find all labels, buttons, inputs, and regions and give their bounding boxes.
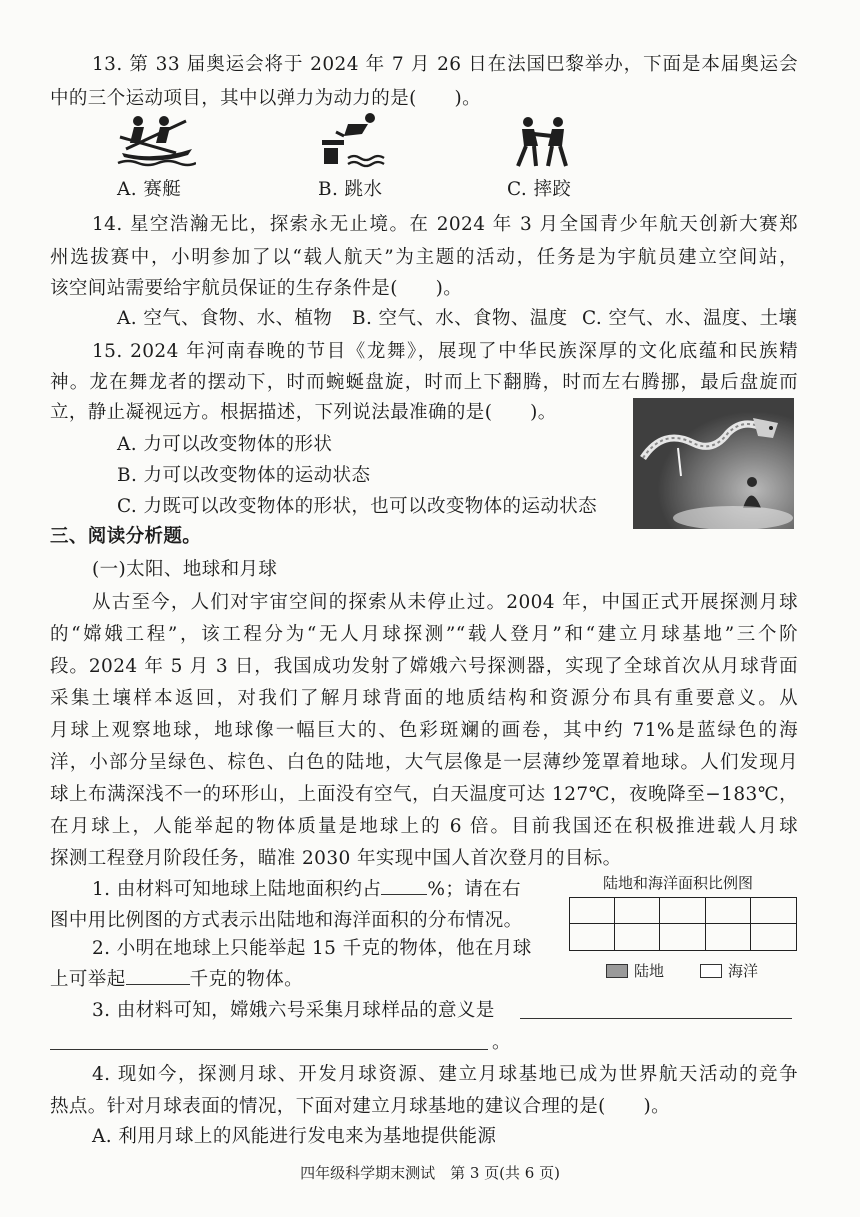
legend-land-label: 陆地 [634,962,665,980]
sub1-text-a: 1. 由材料可知地球上陆地面积约占 [92,879,382,900]
sub4-line1: 4. 现如今，探测月球、开发月球资源、建立月球基地已成为世界航天活动的竞争 [92,1064,798,1085]
q14-option-c: C. 空气、水、温度、土壤 [582,308,798,329]
sub2-line2 [50,966,303,993]
rowing-icon [116,113,196,169]
sub2-text-b: 千克的物体。 [189,969,304,990]
passage-line: 的“嫦娥工程”，该工程分为“无人月球探测”“载人登月”和“建立月球基地”三个阶 [50,624,798,645]
q14-stem-line1: 14. 星空浩瀚无比，探索永无止境。在 2024 年 3 月全国青少年航天创新大赛郑 [92,214,798,235]
sub3-line1: 3. 由材料可知，嫦娥六号采集月球样品的意义是 [92,1000,495,1021]
q13-option-b: B. 跳水 [318,179,383,200]
wrestling-icon [512,114,572,170]
passage-line: 从古至今，人们对宇宙空间的探索从未停止过。2004 年，中国正式开展探测月球 [92,592,798,613]
diving-icon [318,110,388,170]
sub4-line2: 热点。针对月球表面的情况，下面对建立月球基地的建议合理的是( )。 [50,1096,671,1117]
ratio-grid-cell[interactable] [570,924,615,950]
legend-ocean [700,961,758,981]
q15-option-c: C. 力既可以改变物体的形状，也可以改变物体的运动状态 [117,496,598,517]
q15-option-a: A. 力可以改变物体的形状 [117,434,333,455]
sub3-period: 。 [492,1032,511,1053]
q15-option-b: B. 力可以改变物体的运动状态 [117,465,371,486]
ratio-grid-cell[interactable] [751,898,796,924]
sub4-option-a: A. 利用月球上的风能进行发电来为基地提供能源 [92,1126,497,1147]
q13-stem-line1: 13. 第 33 届奥运会将于 2024 年 7 月 26 日在法国巴黎举办，下面是本届奥运会 [92,54,798,75]
ratio-chart-title: 陆地和海洋面积比例图 [603,874,754,892]
sub2-text-a: 上可举起 [50,969,126,990]
ratio-grid-cell[interactable] [615,898,660,924]
ratio-grid-cell[interactable] [570,898,615,924]
legend-ocean-label: 海洋 [728,962,759,980]
legend-land [606,961,664,981]
q14-stem-line3: 该空间站需要给宇航员保证的生存条件是( )。 [50,278,463,299]
passage-line: 在月球上，人能举起的物体质量是地球上的 6 倍。目前我国还在积极推进载人月球 [50,816,798,837]
moon-lift-blank[interactable] [126,966,190,985]
q14-option-a: A. 空气、食物、水、植物 [117,308,333,329]
passage-line: 探测工程登月阶段任务，瞄准 2030 年实现中国人首次登月的目标。 [50,848,622,869]
sub3-answer-line[interactable] [50,1049,488,1050]
land-percent-blank[interactable] [381,876,427,895]
ratio-grid-cell[interactable] [706,898,751,924]
q15-stem-line3: 立，静止凝视远方。根据描述，下列说法最准确的是( )。 [50,402,557,423]
dragon-dance-photo [633,398,794,529]
q13-option-c: C. 摔跤 [507,179,572,200]
sub1-line2: 图中用比例图的方式表示出陆地和海洋面积的分布情况。 [50,910,523,931]
q15-stem-line2: 神。龙在舞龙者的摆动下，时而蜿蜒盘旋，时而上下翻腾，时而左右腾挪，最后盘旋而 [50,372,798,393]
passage-line: 洋，小部分呈绿色、棕色、白色的陆地，大气层像是一层薄纱笼罩着地球。人们发现月 [50,752,798,773]
land-swatch [606,964,628,978]
ratio-grid-cell[interactable] [706,924,751,950]
q13-option-a: A. 赛艇 [117,179,182,200]
passage-line: 采集土壤样本返回，对我们了解月球背面的地质结构和资源分布具有重要意义。从 [50,688,798,709]
passage-line: 段。2024 年 5 月 3 日，我国成功发射了嫦娥六号探测器，实现了全球首次从月球背面 [50,656,798,677]
sub1-line1 [92,876,521,903]
ratio-grid-cell[interactable] [751,924,796,950]
q14-stem-line2: 州选拔赛中，小明参加了以“载人航天”为主题的活动，任务是为宇航员建立空间站， [50,247,798,268]
sub2-line1: 2. 小明在地球上只能举起 15 千克的物体，他在月球 [92,938,532,959]
sub3-answer-line[interactable] [520,1018,792,1019]
ocean-swatch [700,964,722,978]
ratio-grid-cell[interactable] [660,898,705,924]
ratio-grid-cell[interactable] [615,924,660,950]
sub1-text-b: %；请在右 [427,879,521,900]
passage-line: 月球上观察地球，地球像一幅巨大的、色彩斑斓的画卷，其中约 71%是蓝绿色的海 [50,720,798,741]
ratio-grid[interactable] [569,897,797,951]
section-heading: 三、阅读分析题。 [50,526,202,547]
ratio-grid-cell[interactable] [660,924,705,950]
passage-line: 球上布满深浅不一的环形山，上面没有空气，白天温度可达 127℃，夜晚降至−183℃， [50,784,798,805]
q13-stem-line2: 中的三个运动项目，其中以弹力为动力的是( )。 [50,88,482,109]
page-footer: 四年级科学期末测试 第 3 页(共 6 页) [300,1164,560,1182]
q14-option-b: B. 空气、水、食物、温度 [352,308,568,329]
passage-title: (一)太阳、地球和月球 [92,559,278,580]
q15-stem-line1: 15. 2024 年河南春晚的节目《龙舞》，展现了中华民族深厚的文化底蕴和民族精 [92,341,798,362]
